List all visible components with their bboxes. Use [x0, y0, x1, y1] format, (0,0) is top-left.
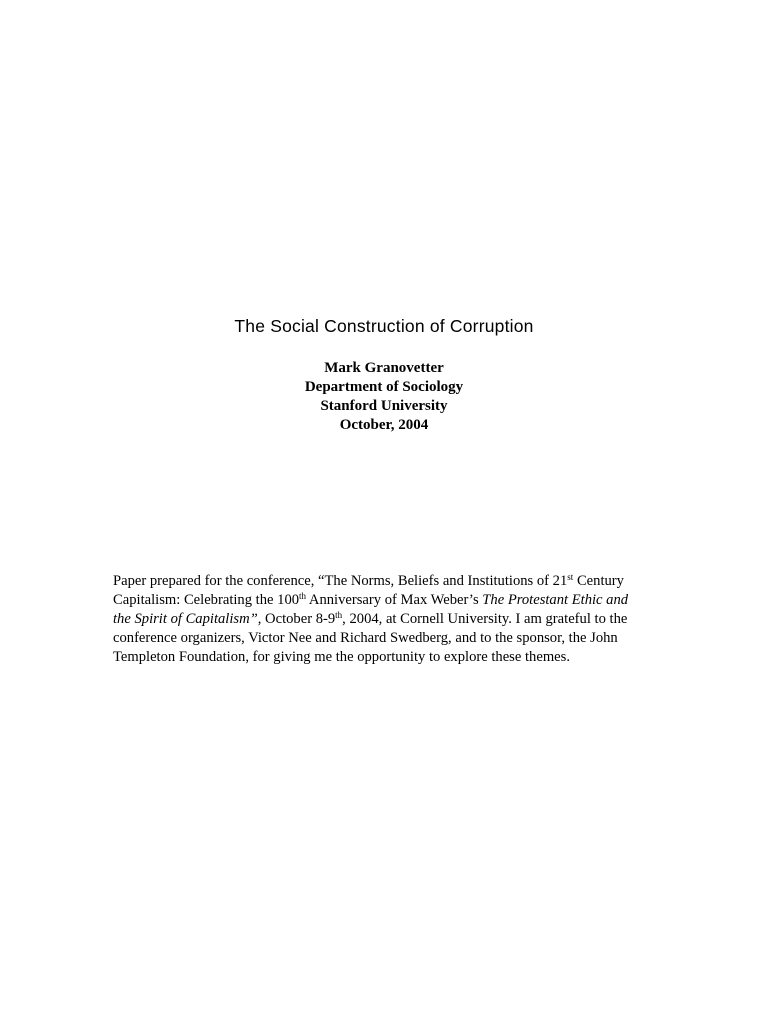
footnote-text: Paper prepared for the conference, “The Norms, Beliefs and Institutions of 21 [113, 573, 568, 589]
ordinal-superscript: th [299, 591, 307, 601]
ordinal-superscript: st [567, 572, 574, 582]
footnote-text: Century [573, 573, 624, 589]
footnote-text: , October 8-9 [257, 611, 336, 627]
book-title-italic: the Spirit of Capitalism” [113, 611, 258, 627]
footnote-line-1 [113, 572, 658, 591]
book-title-italic: The Protestant Ethic and [482, 592, 629, 608]
ordinal-superscript: th [335, 610, 343, 620]
footnote-line-5: Templeton Foundation, for giving me the opportunity to explore these themes. [113, 649, 570, 665]
footnote-line-3 [113, 610, 658, 629]
author-block [0, 359, 768, 435]
author-name: Mark Granovetter [324, 360, 444, 376]
footnote-text: Capitalism: Celebrating the 100 [113, 592, 300, 608]
footnote-line-4: conference organizers, Victor Nee and Richard Swedberg, and to the sponsor, the John [113, 630, 618, 646]
author-university: Stanford University [320, 398, 448, 414]
footnote-text: , 2004, at Cornell University. I am grateful to the [342, 611, 628, 627]
author-date: October, 2004 [339, 417, 429, 433]
footnote-line-2 [113, 591, 658, 610]
page-title: The Social Construction of Corruption [234, 316, 534, 336]
acknowledgement-footnote [113, 572, 658, 667]
footnote-text: Anniversary of Max Weber’s [306, 592, 483, 608]
author-department: Department of Sociology [304, 379, 464, 395]
